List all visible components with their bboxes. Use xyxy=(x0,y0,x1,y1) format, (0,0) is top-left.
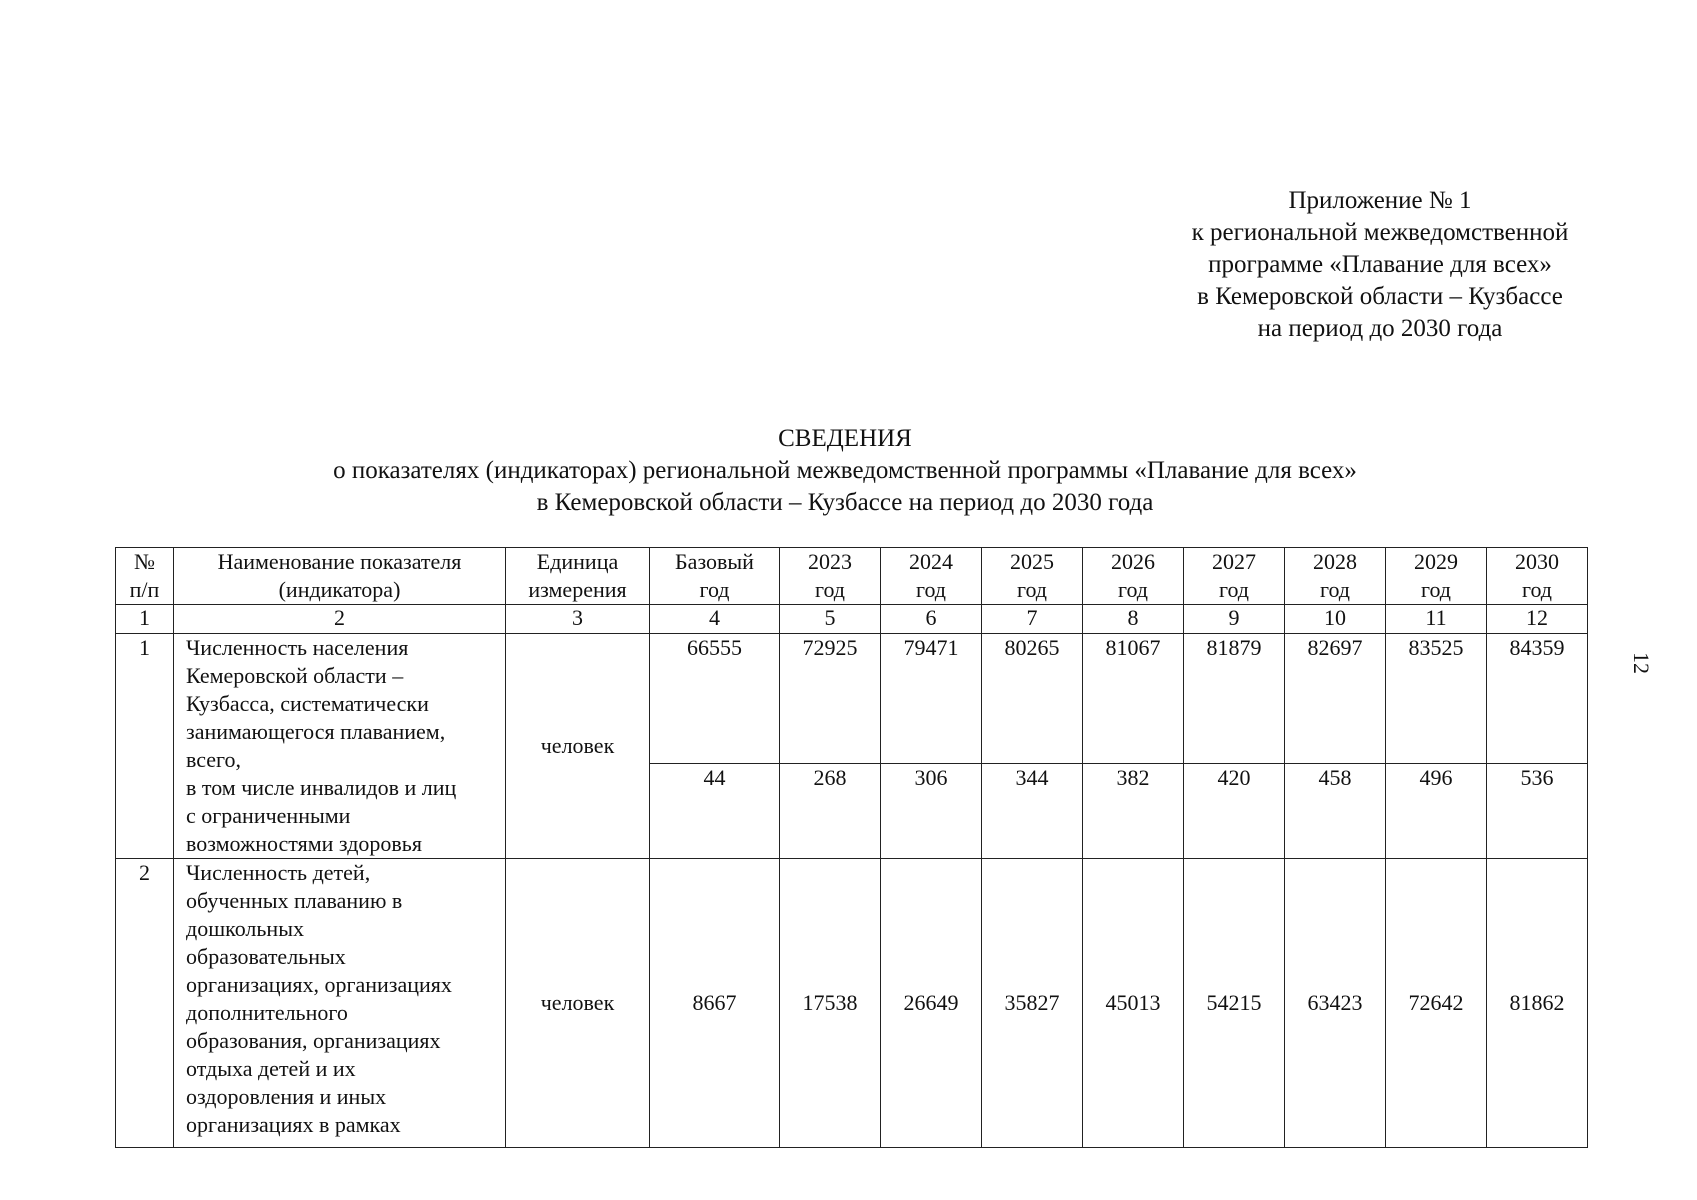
row-num: 2 xyxy=(116,859,174,1148)
appendix-note xyxy=(1130,185,1630,345)
value-cell: 26649 xyxy=(881,859,982,1148)
value-cell: 72925 xyxy=(780,634,881,764)
header-year: 2027 год xyxy=(1184,548,1285,605)
value-cell: 458 xyxy=(1285,763,1386,858)
value-cell: 81862 xyxy=(1487,859,1588,1148)
appendix-line: в Кемеровской области – Кузбассе xyxy=(1197,283,1563,310)
value-cell: 83525 xyxy=(1386,634,1487,764)
column-number: 4 xyxy=(650,605,780,634)
value-cell: 84359 xyxy=(1487,634,1588,764)
column-number: 11 xyxy=(1386,605,1487,634)
header-year: 2024 год xyxy=(881,548,982,605)
header-year: 2023 год xyxy=(780,548,881,605)
column-number: 10 xyxy=(1285,605,1386,634)
row-num: 1 xyxy=(116,634,174,859)
appendix-line: программе «Плавание для всех» xyxy=(1208,251,1552,278)
appendix-line: Приложение № 1 xyxy=(1288,187,1472,214)
value-cell: 382 xyxy=(1083,763,1184,858)
document-subtitle-line: в Кемеровской области – Кузбассе на период до 2030 года xyxy=(536,489,1154,516)
value-cell: 63423 xyxy=(1285,859,1386,1148)
value-cell: 80265 xyxy=(982,634,1083,764)
indicator-name: Численность населения Кемеровской области – Кузбасса, систематически занимающегося плаванием, всего, в том числе инвалидов и лиц с ограниченными возможностями здоровья xyxy=(174,634,506,859)
value-cell: 306 xyxy=(881,763,982,858)
column-number: 9 xyxy=(1184,605,1285,634)
appendix-line: на период до 2030 года xyxy=(1257,315,1503,342)
table-row xyxy=(116,634,1588,764)
value-cell: 79471 xyxy=(881,634,982,764)
column-number: 6 xyxy=(881,605,982,634)
value-cell: 81879 xyxy=(1184,634,1285,764)
document-title: СВЕДЕНИЯ xyxy=(778,425,912,452)
column-number-row xyxy=(116,605,1588,634)
table-header-row xyxy=(116,548,1588,605)
value-cell: 81067 xyxy=(1083,634,1184,764)
value-cell: 536 xyxy=(1487,763,1588,858)
value-cell: 54215 xyxy=(1184,859,1285,1148)
indicator-name: Численность детей, обученных плаванию в дошкольных образовательных организациях, организациях дополнительного образования, организациях отдыха детей и их оздоровления и иных организациях в рамках xyxy=(174,859,506,1148)
header-unit: Единица измерения xyxy=(506,548,650,605)
header-year: 2029 год xyxy=(1386,548,1487,605)
header-year: 2028 год xyxy=(1285,548,1386,605)
column-number: 3 xyxy=(506,605,650,634)
value-cell: 8667 xyxy=(650,859,780,1148)
indicators-table xyxy=(115,547,1588,1148)
column-number: 2 xyxy=(174,605,506,634)
column-number: 12 xyxy=(1487,605,1588,634)
appendix-line: к региональной межведомственной xyxy=(1191,219,1569,246)
unit-cell: человек xyxy=(506,859,650,1148)
value-cell: 82697 xyxy=(1285,634,1386,764)
column-number: 7 xyxy=(982,605,1083,634)
table-row xyxy=(116,859,1588,1148)
header-name: Наименование показателя (индикатора) xyxy=(174,548,506,605)
header-num: № п/п xyxy=(116,548,174,605)
page-number: 12 xyxy=(1629,652,1654,674)
value-cell: 45013 xyxy=(1083,859,1184,1148)
header-base-year: Базовый год xyxy=(650,548,780,605)
value-cell: 344 xyxy=(982,763,1083,858)
header-year: 2026 год xyxy=(1083,548,1184,605)
unit-cell: человек xyxy=(506,634,650,859)
value-cell: 420 xyxy=(1184,763,1285,858)
value-cell: 17538 xyxy=(780,859,881,1148)
value-cell: 44 xyxy=(650,763,780,858)
document-subtitle-line: о показателях (индикаторах) региональной межведомственной программы «Плавание для всех» xyxy=(333,457,1357,484)
value-cell: 72642 xyxy=(1386,859,1487,1148)
header-year: 2025 год xyxy=(982,548,1083,605)
value-cell: 496 xyxy=(1386,763,1487,858)
column-number: 8 xyxy=(1083,605,1184,634)
value-cell: 35827 xyxy=(982,859,1083,1148)
column-number: 1 xyxy=(116,605,174,634)
value-cell: 66555 xyxy=(650,634,780,764)
header-year: 2030 год xyxy=(1487,548,1588,605)
document-heading xyxy=(240,423,1450,519)
value-cell: 268 xyxy=(780,763,881,858)
column-number: 5 xyxy=(780,605,881,634)
